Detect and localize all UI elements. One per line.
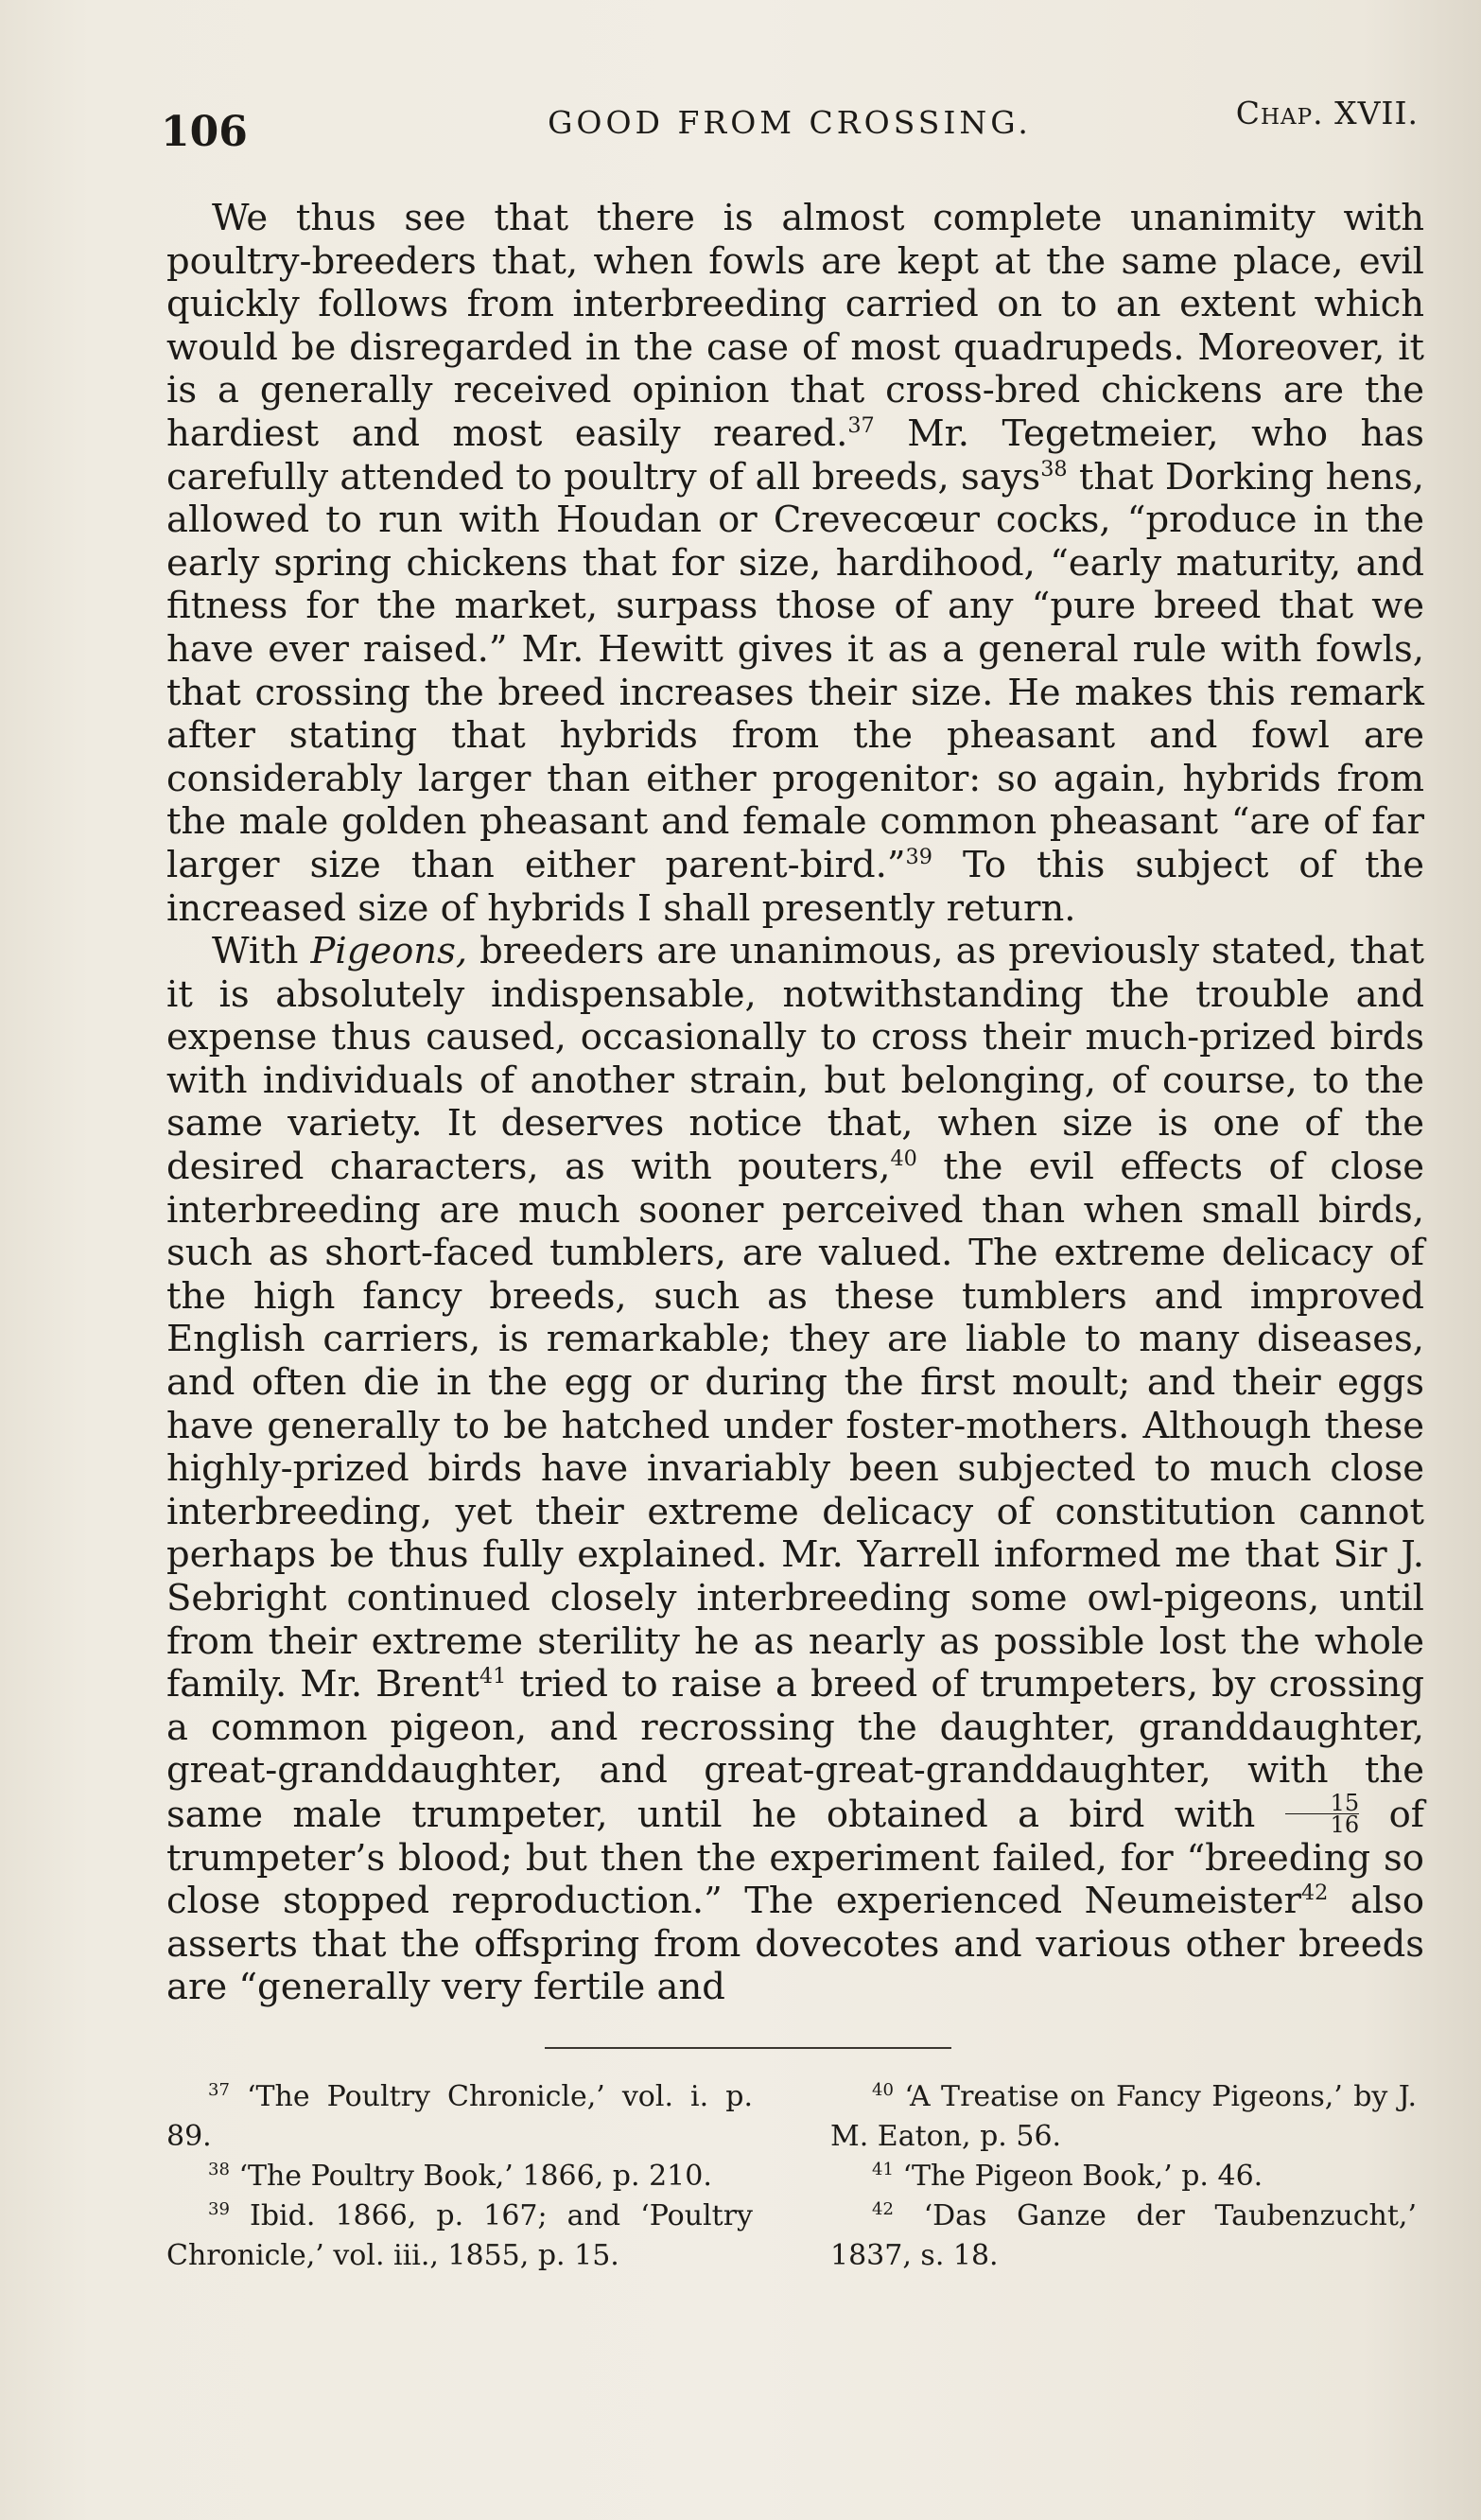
footnote-number: 42: [872, 2199, 894, 2219]
footnote-39: [166, 2196, 753, 2276]
text-run: the evil effects of close interbreeding are much sooner perceived than when small birds, such as short-faced tumblers, are valued. The extreme delicacy of the high fancy breeds, such as these tumblers and improved English carriers, is remarkable; they are liable to many diseases, and often die in the egg or during the first moult; and their eggs have generally to be hatched under foster-mothers. Although these highly-prized birds have invariably been subjected to much close interbreeding, yet their extreme delicacy of constitution cannot perhaps be thus fully explained. Mr. Yarrell informed me that Sir J. Sebright continued closely interbreeding some owl-pigeons, until from their extreme sterility he as nearly as possible lost the whole family. Mr. Brent: [166, 1146, 1424, 1706]
footnote-ref-38: 38: [1040, 456, 1068, 481]
footnotes: [166, 2077, 1424, 2333]
page-header: [161, 91, 1419, 166]
chapter-label: Chap. XVII.: [1235, 95, 1419, 131]
footnote-number: 37: [208, 2080, 230, 2100]
page-number: 106: [161, 108, 248, 156]
main-text: [166, 197, 1424, 2009]
footnote-41: [830, 2157, 1417, 2196]
footnotes-right-column: [830, 2077, 1417, 2276]
footnote-text: ‘The Poultry Book,’ 1866, p. 210.: [229, 2160, 712, 2193]
text-run: also asserts that the offspring from dovecotes and various other breeds are “generally very fertile and: [166, 1880, 1424, 2009]
paragraph-pigeons: [166, 930, 1424, 2009]
italic-term: Pigeons,: [310, 930, 468, 973]
text-run: To this subject of the increased size of hybrids I shall presently return.: [166, 843, 1424, 930]
fraction-denominator: 16: [1330, 1811, 1360, 1838]
footnote-text: ‘A Treatise on Fancy Pigeons,’ by J. M. Eaton, p. 56.: [830, 2080, 1417, 2153]
footnote-37: [166, 2077, 753, 2157]
text-run: We thus see that there is almost complete unanimity with poultry-breeders that, when fowls are kept at the same place, evil quickly follows from interbreeding carried on to an extent which would be disregarded in the case of most quadrupeds. Moreover, it is a generally received opinion that cross-bred chickens are the hardiest and most easily reared.: [166, 197, 1424, 455]
footnote-38: [166, 2157, 753, 2196]
footnote-ref-39: 39: [905, 845, 932, 870]
footnote-text: ‘The Pigeon Book,’ p. 46.: [893, 2160, 1263, 2193]
text-run: Mr. Tegetmeier, who has carefully attended to poultry of all breeds, says: [166, 411, 1424, 499]
footnote-divider: [545, 2047, 951, 2049]
footnote-40: [830, 2077, 1417, 2157]
footnote-text: Ibid. 1866, p. 167; and ‘Poultry Chronicle,’ vol. iii., 1855, p. 15.: [166, 2199, 753, 2272]
footnote-42: [830, 2196, 1417, 2276]
footnote-number: 41: [872, 2160, 894, 2179]
text-run: tried to raise a breed of trumpeters, by crossing a common pigeon, and recrossing the daughter, granddaughter, great-granddaughter, and great-great-granddaughter, with the same male trumpeter, until he obtained a bird with: [166, 1663, 1424, 1836]
fraction: [1285, 1789, 1360, 1838]
footnotes-left-column: [166, 2077, 753, 2276]
running-title: GOOD FROM CROSSING.: [548, 104, 1032, 141]
footnote-ref-42: 42: [1300, 1881, 1329, 1906]
text-run: of trumpeter’s blood; but then the experiment failed, for “breeding so close stopped reproduction.” The experienced Neumeister: [166, 1793, 1424, 1923]
fraction-numerator: 15: [1285, 1793, 1360, 1814]
footnote-number: 38: [208, 2160, 230, 2179]
footnote-text: ‘The Poultry Chronicle,’ vol. i. p. 89.: [166, 2080, 753, 2153]
footnote-ref-41: 41: [479, 1664, 507, 1689]
text-run: breeders are unanimous, as previously stated, that it is absolutely indispensable, notwithstanding the trouble and expense thus caused, occasionally to cross their much-prized birds with individuals of another strain, but belonging, of course, to the same variety. It deserves notice that, when size is one of the desired characters, as with pouters,: [166, 930, 1424, 1189]
footnote-ref-40: 40: [890, 1146, 917, 1172]
text-run: With: [212, 930, 311, 973]
footnote-number: 40: [872, 2080, 894, 2100]
footnote-text: ‘Das Ganze der Taubenzucht,’ 1837, s. 18.: [830, 2199, 1417, 2272]
paragraph-poultry: [166, 197, 1424, 930]
text-run: that Dorking hens, allowed to run with Houdan or Crevecœur cocks, “produce in the early spring chickens that for size, hardihood, “early maturity, and fitness for the market, surpass those of any “pure breed that we have ever raised.” Mr. Hewitt gives it as a general rule with fowls, that crossing the breed increases their size. He makes this remark after stating that hybrids from the pheasant and fowl are considerably larger than either progenitor: so again, hybrids from the male golden pheasant and female common pheasant “are of far larger size than either parent-bird.”: [166, 455, 1425, 886]
footnote-ref-37: 37: [847, 413, 875, 439]
footnote-number: 39: [208, 2199, 230, 2219]
